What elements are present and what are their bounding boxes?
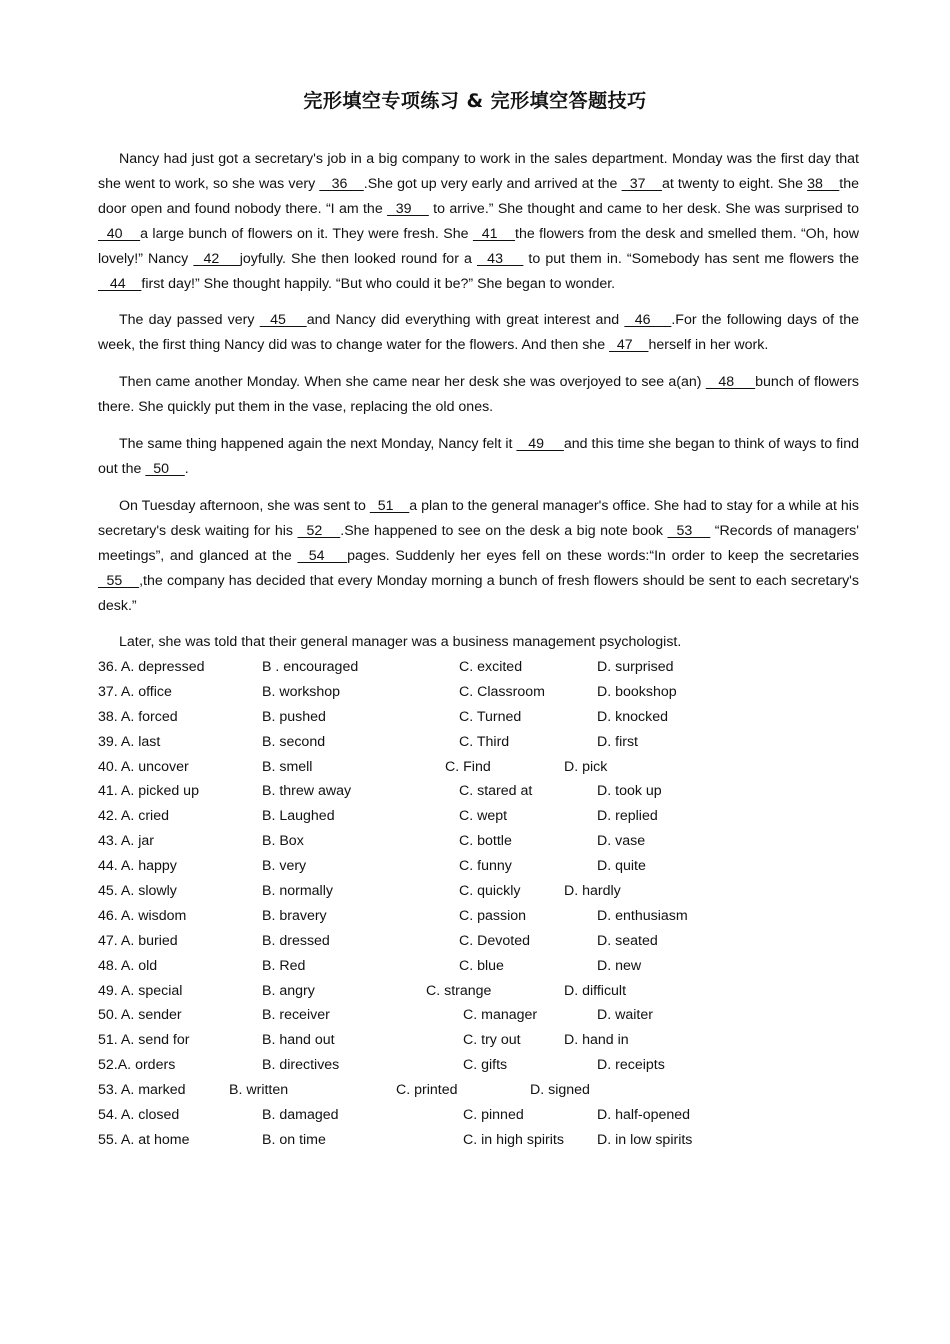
option-a: 51. A. send for <box>98 1032 190 1049</box>
blank-47: 47 <box>609 337 649 354</box>
option-d: D. first <box>597 733 638 750</box>
option-c: C. printed <box>396 1082 458 1099</box>
option-row-47 <box>98 929 798 954</box>
text-run: a large bunch of flowers on it. They were fresh. She <box>140 225 473 242</box>
option-d: D. in low spirits <box>597 1131 693 1148</box>
option-a: 36. A. depressed <box>98 659 205 675</box>
blank-46: 46 <box>624 312 672 329</box>
option-d: D. receipts <box>597 1057 665 1074</box>
blank-45: 45 <box>259 312 307 329</box>
text-run: first day!” She thought happily. “But who could it be?” She began to wonder. <box>141 275 616 292</box>
text-run: .For the following days of the week, the first thing Nancy did was to change water for the flowers. And then she <box>98 312 860 354</box>
text-run: .She got up very early and arrived at the <box>363 175 622 192</box>
blank-42: 42 <box>193 250 240 267</box>
option-row-40 <box>98 755 798 780</box>
option-b: B. very <box>262 858 307 875</box>
text-run: The day passed very <box>119 312 260 329</box>
page-title: 完形填空专项练习 & 完形填空答题技巧 <box>303 90 647 112</box>
option-c: C. wept <box>459 808 508 825</box>
blank-48: 48 <box>705 374 756 391</box>
option-a: 38. A. forced <box>98 708 178 725</box>
option-c: C. blue <box>459 957 504 974</box>
option-c: C. Find <box>445 758 491 775</box>
option-d: D. surprised <box>597 659 674 675</box>
option-b: B. hand out <box>262 1032 335 1049</box>
option-d: D. waiter <box>597 1007 653 1024</box>
text-run: to put them in. “Somebody has sent me flowers the <box>523 250 859 267</box>
option-row-46 <box>98 904 798 929</box>
option-d: D. difficult <box>564 982 627 999</box>
option-row-51 <box>98 1028 798 1053</box>
blank-50: 50 <box>145 460 185 477</box>
option-c: C. Classroom <box>459 683 545 700</box>
option-d: D. vase <box>597 833 646 850</box>
option-c: C. bottle <box>459 833 512 850</box>
blank-49: 49 <box>516 436 564 453</box>
text-run: On Tuesday afternoon, she was sent to <box>119 497 370 514</box>
blank-54: 54 <box>297 547 348 564</box>
option-d: D. new <box>597 957 642 974</box>
option-c: C. excited <box>459 659 523 675</box>
option-row-44 <box>98 854 798 879</box>
blank-41: 41 <box>472 225 516 242</box>
option-a: 55. A. at home <box>98 1131 190 1148</box>
option-row-43 <box>98 829 798 854</box>
text-run: “Records of managers' meetings”, and glanced at the <box>98 522 859 564</box>
option-b: B. smell <box>262 758 313 775</box>
option-b: B. bravery <box>262 907 327 924</box>
passage <box>98 147 859 655</box>
option-d: D. signed <box>530 1082 590 1099</box>
option-row-54 <box>98 1103 798 1128</box>
paragraph-3 <box>98 370 859 420</box>
option-row-48 <box>98 954 798 979</box>
blank-37: 37 <box>621 175 662 192</box>
blank-55: 55 <box>98 572 140 589</box>
blank-43: 43 <box>477 250 524 267</box>
blank-39: 39 <box>387 200 429 217</box>
option-d: D. enthusiasm <box>597 907 688 924</box>
option-a: 40. A. uncover <box>98 758 189 775</box>
text-run: and Nancy did everything with great interest and <box>306 312 625 329</box>
text-run: at twenty to eight. She <box>661 175 808 192</box>
option-d: D. hardly <box>564 883 621 900</box>
option-row-41 <box>98 779 798 804</box>
option-a: 50. A. sender <box>98 1007 182 1024</box>
option-b: B. Laughed <box>262 808 335 825</box>
option-c: C. strange <box>426 982 492 999</box>
answer-options <box>98 655 798 1153</box>
option-d: D. replied <box>597 808 658 825</box>
option-b: B. receiver <box>262 1007 330 1024</box>
option-c: C. Turned <box>459 708 522 725</box>
option-a: 41. A. picked up <box>98 783 199 800</box>
text-run: pages. Suddenly her eyes fell on these words:“In order to keep the secretaries <box>347 547 860 564</box>
text-run: Then came another Monday. When she came near her desk she was overjoyed to see a(an) <box>119 374 706 391</box>
option-d: D. quite <box>597 858 646 875</box>
option-row-37 <box>98 680 798 705</box>
paragraph-1 <box>98 147 859 296</box>
option-d: D. pick <box>564 758 608 775</box>
option-c: C. passion <box>459 907 527 924</box>
option-a: 47. A. buried <box>98 932 178 949</box>
option-a: 52.A. orders <box>98 1057 176 1074</box>
option-row-50 <box>98 1003 798 1028</box>
option-row-45 <box>98 879 798 904</box>
option-b: B. pushed <box>262 708 326 725</box>
option-d: D. half-opened <box>597 1107 691 1124</box>
option-a: 54. A. closed <box>98 1107 180 1124</box>
option-a: 49. A. special <box>98 982 183 999</box>
text-run: and this time she began to think of ways to find out the <box>98 436 859 477</box>
option-d: D. seated <box>597 932 658 949</box>
blank-52: 52 <box>297 522 341 539</box>
option-row-55 <box>98 1128 798 1153</box>
blank-38: 38 <box>807 175 840 192</box>
option-b: B . encouraged <box>262 659 359 675</box>
text-run: the flowers from the desk and smelled them. “Oh, how lovely!” Nancy <box>98 225 859 267</box>
option-row-53 <box>98 1078 798 1103</box>
paragraph-2 <box>98 308 859 358</box>
option-a: 43. A. jar <box>98 833 154 850</box>
text-run: bunch of flowers there. She quickly put them in the vase, replacing the old ones. <box>98 374 859 416</box>
option-c: C. manager <box>463 1007 538 1024</box>
option-d: D. knocked <box>597 708 668 725</box>
option-b: B. Box <box>262 833 304 850</box>
option-a: 46. A. wisdom <box>98 907 187 924</box>
option-b: B. dressed <box>262 932 330 949</box>
option-row-36 <box>98 655 798 680</box>
option-b: B. threw away <box>262 783 352 800</box>
option-b: B. second <box>262 733 326 750</box>
text-run: herself in her work. <box>648 337 769 354</box>
blank-51: 51 <box>369 497 410 514</box>
option-b: B. normally <box>262 883 333 900</box>
paragraph-5 <box>98 494 859 619</box>
option-c: C. in high spirits <box>463 1131 564 1148</box>
option-a: 53. A. marked <box>98 1082 186 1099</box>
text-run: a plan to the general manager's office. She had to stay for a while at his secretary's desk waiting for his <box>98 497 859 539</box>
text-run: .She happened to see on the desk a big note book <box>340 522 668 539</box>
option-d: D. hand in <box>564 1032 629 1049</box>
option-b: B. workshop <box>262 683 341 700</box>
option-b: B. angry <box>262 982 315 999</box>
option-d: D. bookshop <box>597 683 677 700</box>
option-c: C. Third <box>459 733 510 750</box>
option-b: B. written <box>229 1082 289 1099</box>
text-run: the door open and found nobody there. “I am the <box>98 175 860 217</box>
option-row-52 <box>98 1053 798 1078</box>
option-a: 39. A. last <box>98 733 161 750</box>
blank-53: 53 <box>667 522 711 539</box>
option-c: C. pinned <box>463 1107 524 1124</box>
option-c: C. stared at <box>459 783 533 800</box>
blank-36: 36 <box>319 175 364 192</box>
option-b: B. damaged <box>262 1107 339 1124</box>
text-run: joyfully. She then looked round for a <box>239 250 477 267</box>
option-d: D. took up <box>597 783 662 800</box>
option-a: 48. A. old <box>98 957 158 974</box>
option-row-49 <box>98 979 798 1004</box>
option-b: B. directives <box>262 1057 340 1074</box>
option-c: C. quickly <box>459 883 521 900</box>
option-c: C. gifts <box>463 1057 508 1074</box>
text-run: Nancy had just got a secretary's job in a big company to work in the sales department. Monday was the first day that she went to work, so she was very <box>98 151 859 192</box>
option-b: B. Red <box>262 957 306 974</box>
option-c: C. Devoted <box>459 932 530 949</box>
option-row-38 <box>98 705 798 730</box>
option-a: 42. A. cried <box>98 808 169 825</box>
blank-40: 40 <box>98 225 141 242</box>
option-c: C. funny <box>459 858 512 875</box>
text-run: . <box>184 460 189 477</box>
paragraph-4 <box>98 432 859 482</box>
option-a: 44. A. happy <box>98 858 177 875</box>
blank-44: 44 <box>98 275 142 292</box>
text-run: to arrive.” She thought and came to her desk. She was surprised to <box>428 200 859 217</box>
option-row-39 <box>98 730 798 755</box>
option-a: 45. A. slowly <box>98 883 177 900</box>
option-c: C. try out <box>463 1032 521 1049</box>
option-b: B. on time <box>262 1131 326 1148</box>
option-a: 37. A. office <box>98 683 172 700</box>
paragraph-6: Later, she was told that their general manager was a business management psychologist. <box>119 634 682 651</box>
text-run: ,the company has decided that every Monday morning a bunch of fresh flowers should be sent to each secretary's desk.” <box>98 572 859 614</box>
text-run: The same thing happened again the next Monday, Nancy felt it <box>119 436 517 453</box>
option-row-42 <box>98 804 798 829</box>
